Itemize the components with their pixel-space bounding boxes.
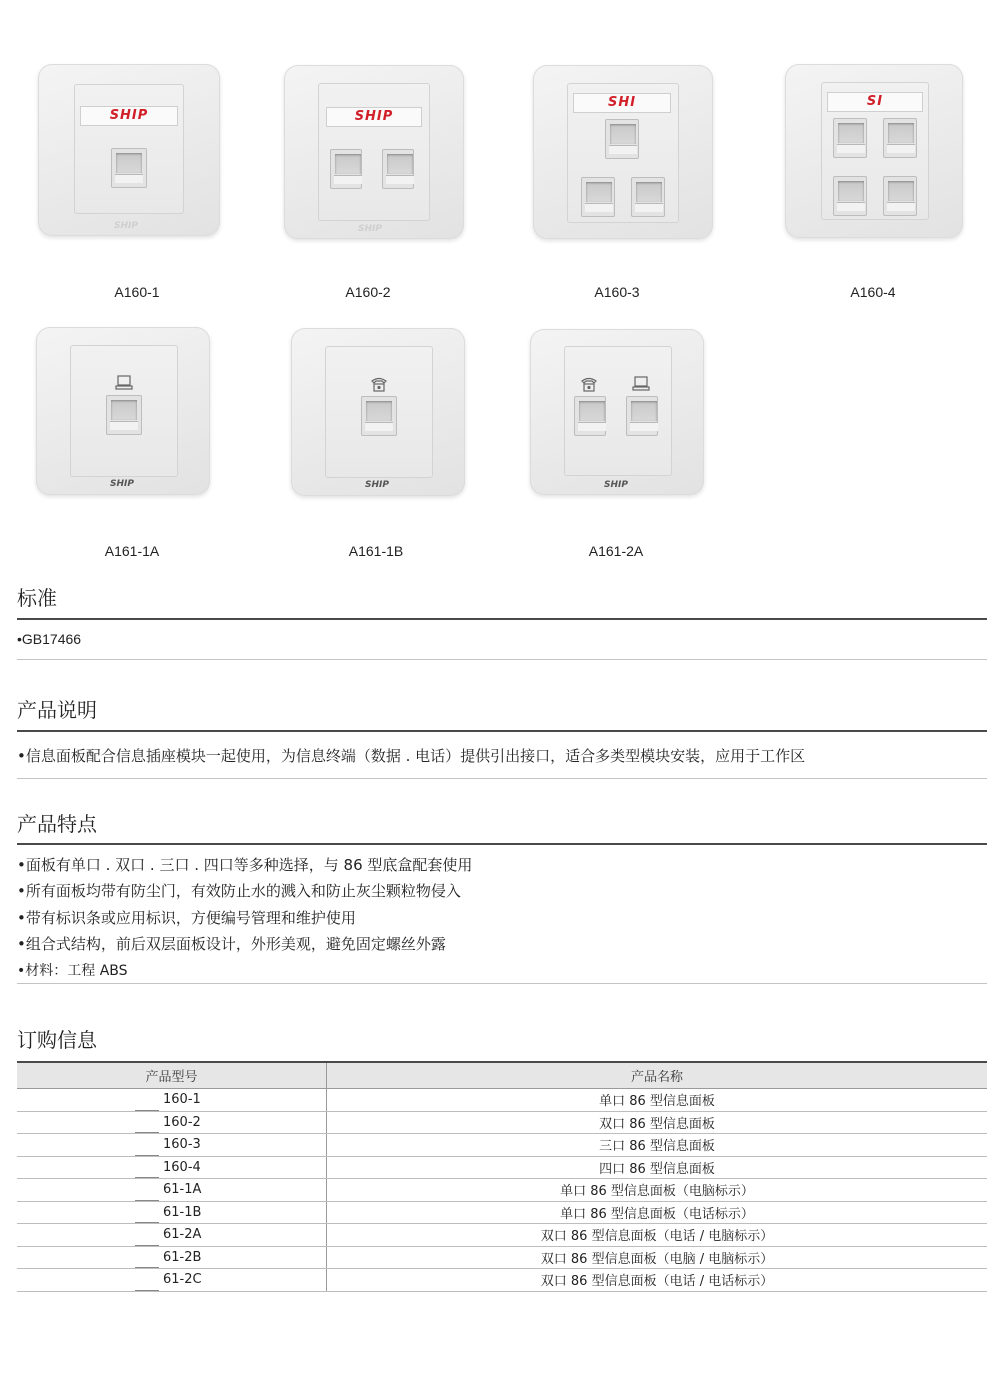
model-code: 61-2B — [163, 1249, 202, 1265]
rj45-port — [330, 149, 362, 189]
section-divider — [17, 730, 987, 732]
inner-frame — [325, 346, 433, 478]
inner-frame — [318, 83, 430, 221]
model-cell — [17, 1224, 327, 1247]
table-row — [17, 1111, 987, 1134]
section-end-line — [17, 983, 987, 984]
computer-icon — [632, 376, 650, 392]
table-row — [17, 1269, 987, 1292]
section-title-features: 产品特点 — [17, 812, 97, 836]
model-code: 160-3 — [163, 1137, 201, 1152]
inner-frame — [564, 346, 672, 476]
model-code: 160-1 — [163, 1092, 201, 1107]
faceplate — [785, 64, 963, 238]
rj45-port — [581, 177, 615, 217]
section-end-line — [17, 659, 987, 660]
product-name-cell: 单口 86 型信息面板（电话标示） — [327, 1201, 988, 1224]
rj45-port — [883, 176, 917, 216]
model-cell — [17, 1089, 327, 1112]
column-header-model: 产品型号 — [17, 1062, 327, 1089]
product-name-cell: 单口 86 型信息面板 — [327, 1089, 988, 1112]
feature-item: •组合式结构，前后双层面板设计，外形美观，避免固定螺丝外露 — [17, 935, 446, 953]
faceplate — [533, 65, 713, 239]
section-title-standard: 标准 — [17, 586, 57, 610]
brand-mark: SHIP — [114, 221, 138, 231]
ordering-table — [17, 1061, 987, 1292]
product-name-cell: 双口 86 型信息面板（电脑 / 电脑标示） — [327, 1246, 988, 1269]
table-row — [17, 1224, 987, 1247]
brand-mark: SHIP — [110, 479, 134, 489]
description-item: •信息面板配合信息插座模块一起使用，为信息终端（数据 . 电话）提供引出接口，适合多类型模块安装，应用于工作区 — [17, 747, 806, 765]
telephone-icon — [580, 376, 598, 392]
section-title-description: 产品说明 — [17, 698, 97, 722]
model-code: 61-2A — [163, 1227, 202, 1242]
section-divider — [17, 843, 987, 845]
product-caption: A161-1B — [348, 543, 404, 559]
model-cell — [17, 1201, 327, 1224]
rj45-port — [883, 118, 917, 158]
section-end-line — [17, 778, 987, 779]
telephone-icon — [370, 376, 388, 392]
computer-icon — [115, 375, 133, 391]
table-row — [17, 1156, 987, 1179]
rj45-port — [574, 396, 606, 436]
table-row — [17, 1089, 987, 1112]
label-strip: SI — [827, 92, 923, 112]
rj45-port — [111, 148, 147, 188]
table-row — [17, 1201, 987, 1224]
table-row — [17, 1246, 987, 1269]
model-cell — [17, 1111, 327, 1134]
label-strip: SHI — [573, 93, 671, 113]
product-name-cell: 双口 86 型信息面板（电话 / 电脑标示） — [327, 1224, 988, 1247]
section-divider — [17, 618, 987, 620]
faceplate — [38, 64, 220, 236]
inner-frame — [821, 82, 929, 220]
feature-item: •材料：工程 ABS — [17, 963, 128, 979]
rj45-port — [106, 395, 142, 435]
model-code: 61-1A — [163, 1182, 202, 1197]
feature-item: •所有面板均带有防尘门，有效防止水的溅入和防止灰尘颗粒物侵入 — [17, 882, 461, 900]
model-code: 160-2 — [163, 1114, 201, 1130]
faceplate — [291, 328, 465, 496]
model-cell — [17, 1134, 327, 1157]
product-caption: A161-2A — [588, 543, 644, 559]
rj45-port — [382, 149, 414, 189]
table-row — [17, 1179, 987, 1202]
feature-item: •带有标识条或应用标识，方便编号管理和维护使用 — [17, 909, 356, 927]
table-row — [17, 1134, 987, 1157]
section-title-ordering: 订购信息 — [17, 1028, 97, 1052]
model-cell — [17, 1246, 327, 1269]
faceplate — [284, 65, 464, 239]
feature-item: •面板有单口 . 双口 . 三口 . 四口等多种选择，与 86 型底盒配套使用 — [17, 856, 473, 874]
label-strip: SHIP — [326, 107, 422, 127]
product-name-cell: 单口 86 型信息面板（电脑标示） — [327, 1179, 988, 1202]
brand-mark: SHIP — [365, 480, 389, 490]
product-name-cell: 双口 86 型信息面板（电话 / 电话标示） — [327, 1269, 988, 1292]
rj45-port — [833, 176, 867, 216]
rj45-port — [626, 396, 658, 436]
faceplate — [530, 329, 704, 495]
label-strip: SHIP — [80, 106, 178, 126]
rj45-port — [605, 119, 639, 159]
product-name-cell: 四口 86 型信息面板 — [327, 1156, 988, 1179]
faceplate — [36, 327, 210, 495]
column-header-name: 产品名称 — [327, 1062, 988, 1089]
standard-item: •GB17466 — [17, 631, 82, 647]
product-caption: A160-3 — [594, 284, 640, 300]
table-header-row — [17, 1062, 987, 1089]
rj45-port — [361, 396, 397, 436]
inner-frame — [567, 83, 679, 223]
model-cell — [17, 1179, 327, 1202]
inner-frame — [74, 84, 184, 214]
rj45-port — [833, 118, 867, 158]
product-name-cell: 双口 86 型信息面板 — [327, 1111, 988, 1134]
inner-frame — [70, 345, 178, 477]
rj45-port — [631, 177, 665, 217]
product-caption: A160-1 — [114, 284, 160, 300]
brand-mark: SHIP — [358, 224, 382, 234]
model-code: 160-4 — [163, 1159, 201, 1175]
product-name-cell: 三口 86 型信息面板 — [327, 1134, 988, 1157]
product-caption: A160-2 — [345, 284, 391, 300]
brand-mark: SHIP — [604, 480, 628, 490]
product-caption: A160-4 — [850, 284, 896, 300]
model-code: 61-2C — [163, 1272, 202, 1287]
model-code: 61-1B — [163, 1204, 202, 1220]
model-cell — [17, 1269, 327, 1292]
product-caption: A161-1A — [104, 543, 160, 559]
model-cell — [17, 1156, 327, 1179]
